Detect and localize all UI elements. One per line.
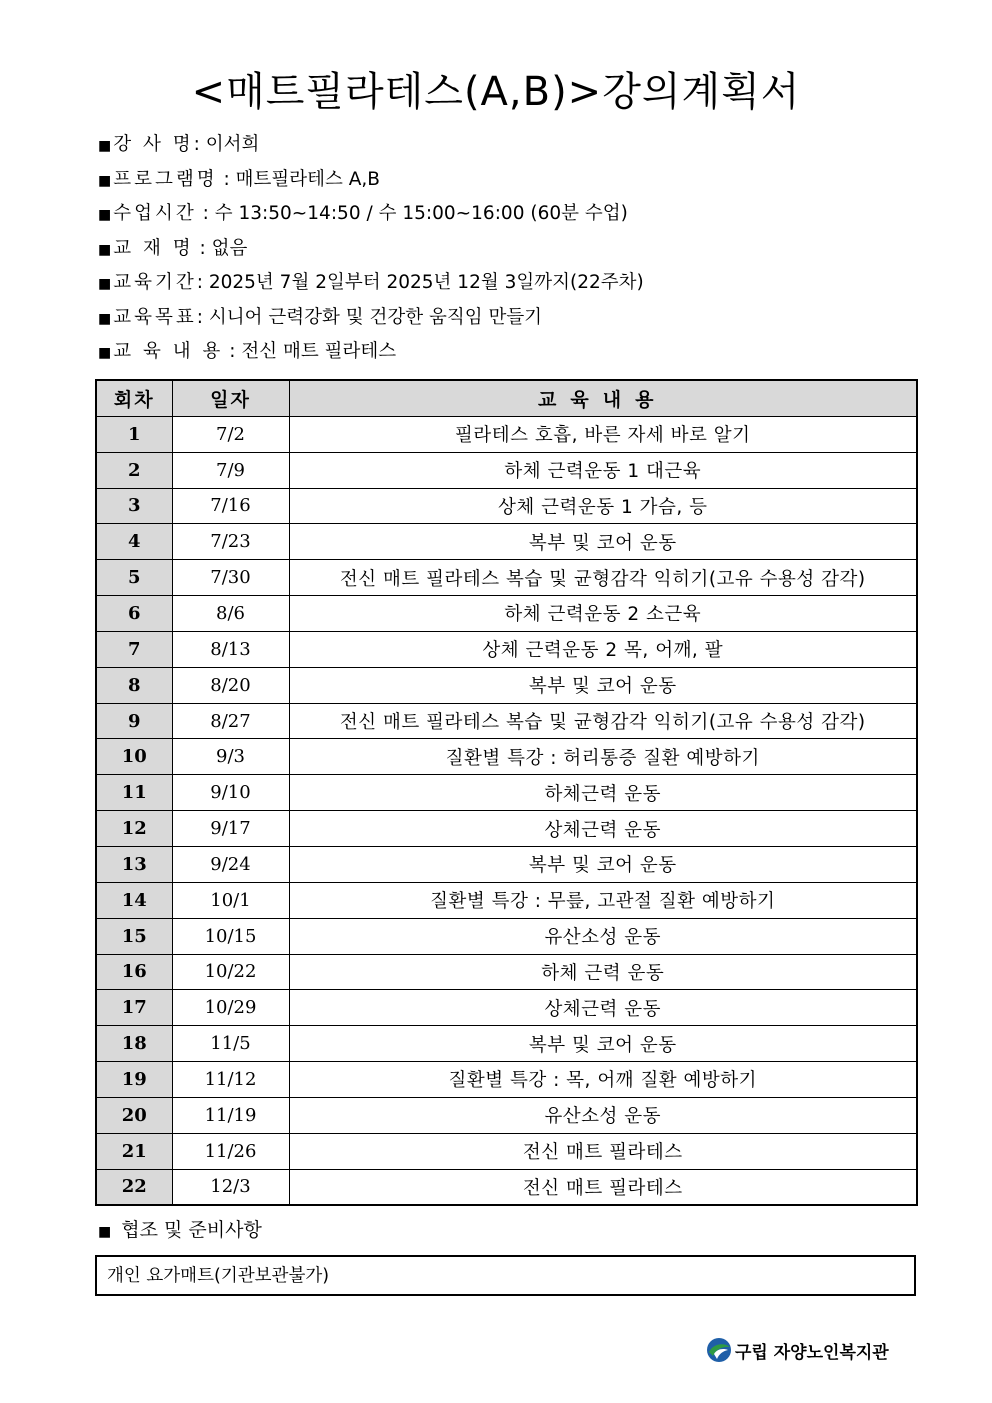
session-number-cell: 21 (96, 1133, 172, 1169)
table-row (96, 560, 917, 596)
session-number-cell: 14 (96, 882, 172, 918)
table-row (96, 1133, 917, 1169)
session-number-cell: 15 (96, 918, 172, 954)
info-row-program (98, 163, 918, 198)
info-label: 강 사 명 (113, 134, 194, 155)
date-cell: 11/12 (172, 1062, 289, 1098)
table-row (96, 882, 917, 918)
info-row-class-time (98, 197, 918, 232)
info-label: 수업시간 (113, 203, 197, 224)
column-header-session: 회차 (96, 380, 172, 416)
table-row (96, 775, 917, 811)
date-cell: 7/16 (172, 488, 289, 524)
session-number-cell: 18 (96, 1026, 172, 1062)
session-number-cell: 6 (96, 596, 172, 632)
info-label: 교 육 내 용 (113, 341, 224, 362)
table-row (96, 631, 917, 667)
content-cell: 유산소성 운동 (289, 918, 917, 954)
table-row (96, 846, 917, 882)
page-title: <매트필라테스(A,B)>강의계획서 (191, 69, 801, 115)
table-row (96, 1062, 917, 1098)
content-cell: 복부 및 코어 운동 (289, 1026, 917, 1062)
square-bullet-icon: ■ (98, 310, 112, 327)
table-row (96, 703, 917, 739)
date-cell: 12/3 (172, 1169, 289, 1205)
square-bullet-icon: ■ (98, 276, 112, 292)
date-cell: 9/3 (172, 739, 289, 775)
date-cell: 7/2 (172, 416, 289, 452)
table-row (96, 1169, 917, 1205)
table-row (96, 596, 917, 632)
info-value: 수 13:50~14:50 / 수 15:00~16:00 (60분 수업) (214, 203, 628, 224)
date-cell: 8/20 (172, 667, 289, 703)
schedule-body (96, 416, 917, 1205)
content-cell: 하체 근력운동 1 대근육 (289, 452, 917, 488)
info-separator: : (217, 168, 236, 190)
date-cell: 10/29 (172, 990, 289, 1026)
date-cell: 8/13 (172, 631, 289, 667)
date-cell: 10/15 (172, 918, 289, 954)
info-value: 이서희 (205, 134, 260, 155)
session-number-cell: 16 (96, 954, 172, 990)
info-value: 2025년 7월 2일부터 2025년 12월 3일까지(22주차) (208, 272, 644, 293)
info-row-content (98, 335, 918, 370)
info-section (98, 128, 918, 370)
content-cell: 상체 근력운동 2 목, 어깨, 팔 (289, 631, 917, 667)
square-bullet-icon: ■ (98, 138, 112, 154)
date-cell: 9/10 (172, 775, 289, 811)
square-bullet-icon: ■ (98, 207, 112, 223)
info-value: 없음 (211, 237, 248, 259)
session-number-cell: 20 (96, 1097, 172, 1133)
date-cell: 10/1 (172, 882, 289, 918)
info-value: 전신 매트 필라테스 (241, 341, 397, 362)
session-number-cell: 5 (96, 560, 172, 596)
session-number-cell: 7 (96, 631, 172, 667)
session-number-cell: 19 (96, 1062, 172, 1098)
session-number-cell: 13 (96, 846, 172, 882)
session-number-cell: 3 (96, 488, 172, 524)
content-cell: 상체근력 운동 (289, 811, 917, 847)
info-row-textbook (98, 232, 918, 267)
table-row (96, 954, 917, 990)
prep-title-text: 협조 및 준비사항 (121, 1219, 262, 1241)
session-number-cell: 22 (96, 1169, 172, 1205)
info-value: 시니어 근력강화 및 건강한 움직임 만들기 (208, 306, 543, 328)
content-cell: 상체 근력운동 1 가슴, 등 (289, 488, 917, 524)
date-cell: 11/5 (172, 1026, 289, 1062)
info-row-period (98, 266, 918, 301)
info-label: 교 재 명 (113, 237, 194, 259)
session-number-cell: 12 (96, 811, 172, 847)
content-cell: 질환별 특강 : 목, 어깨 질환 예방하기 (289, 1062, 917, 1098)
info-label: 교육목표 (113, 306, 197, 328)
info-separator: : (223, 341, 242, 362)
date-cell: 8/27 (172, 703, 289, 739)
content-cell: 전신 매트 필라테스 (289, 1169, 917, 1205)
square-bullet-icon: ■ (98, 345, 112, 361)
session-number-cell: 17 (96, 990, 172, 1026)
date-cell: 7/9 (172, 452, 289, 488)
session-number-cell: 10 (96, 739, 172, 775)
prep-content: 개인 요가매트(기관보관불가) (107, 1266, 330, 1286)
logo-text: 구립 자양노인복지관 (735, 1342, 889, 1363)
welfare-center-logo-icon (705, 1336, 733, 1364)
content-cell: 하체근력 운동 (289, 775, 917, 811)
content-cell: 하체 근력 운동 (289, 954, 917, 990)
content-cell: 복부 및 코어 운동 (289, 667, 917, 703)
content-cell: 유산소성 운동 (289, 1097, 917, 1133)
square-bullet-icon: ■ (98, 241, 112, 258)
date-cell: 7/23 (172, 524, 289, 560)
content-cell: 질환별 특강 : 허리통증 질환 예방하기 (289, 739, 917, 775)
date-cell: 10/22 (172, 954, 289, 990)
content-cell: 전신 매트 필라테스 복습 및 균형감각 익히기(고유 수용성 감각) (289, 703, 917, 739)
content-cell: 질환별 특강 : 무릎, 고관절 질환 예방하기 (289, 882, 917, 918)
date-cell: 9/17 (172, 811, 289, 847)
table-row (96, 452, 917, 488)
session-number-cell: 11 (96, 775, 172, 811)
table-row (96, 416, 917, 452)
info-separator: : (196, 203, 215, 224)
info-separator: : (193, 237, 212, 259)
content-cell: 상체근력 운동 (289, 990, 917, 1026)
table-row (96, 488, 917, 524)
session-number-cell: 2 (96, 452, 172, 488)
column-header-date: 일자 (172, 380, 289, 416)
table-row (96, 811, 917, 847)
content-cell: 필라테스 호흡, 바른 자세 바로 알기 (289, 416, 917, 452)
date-cell: 9/24 (172, 846, 289, 882)
content-cell: 전신 매트 필라테스 (289, 1133, 917, 1169)
date-cell: 11/26 (172, 1133, 289, 1169)
date-cell: 11/19 (172, 1097, 289, 1133)
square-bullet-icon: ■ (98, 172, 112, 189)
logo (705, 1334, 889, 1366)
prep-box (95, 1255, 916, 1296)
prep-section-title (98, 1213, 262, 1249)
content-cell: 복부 및 코어 운동 (289, 524, 917, 560)
info-label: 프로그램명 (113, 168, 218, 190)
table-row (96, 918, 917, 954)
info-separator: : (196, 306, 209, 328)
info-separator: : (196, 272, 209, 293)
table-header-row (96, 380, 917, 416)
table-row (96, 739, 917, 775)
session-number-cell: 8 (96, 667, 172, 703)
date-cell: 8/6 (172, 596, 289, 632)
info-row-instructor (98, 128, 918, 163)
table-row (96, 1097, 917, 1133)
session-number-cell: 9 (96, 703, 172, 739)
content-cell: 전신 매트 필라테스 복습 및 균형감각 익히기(고유 수용성 감각) (289, 560, 917, 596)
session-number-cell: 4 (96, 524, 172, 560)
table-row (96, 524, 917, 560)
table-row (96, 667, 917, 703)
table-row (96, 990, 917, 1026)
info-label: 교육기간 (113, 272, 197, 293)
square-bullet-icon: ■ (98, 1224, 112, 1240)
date-cell: 7/30 (172, 560, 289, 596)
session-number-cell: 1 (96, 416, 172, 452)
content-cell: 하체 근력운동 2 소근육 (289, 596, 917, 632)
column-header-content: 교육내용 (289, 380, 917, 416)
info-value: 매트필라테스 A,B (235, 168, 380, 190)
info-separator: : (193, 134, 206, 155)
info-row-goal (98, 301, 918, 336)
schedule-table (95, 379, 918, 1206)
table-row (96, 1026, 917, 1062)
content-cell: 복부 및 코어 운동 (289, 846, 917, 882)
